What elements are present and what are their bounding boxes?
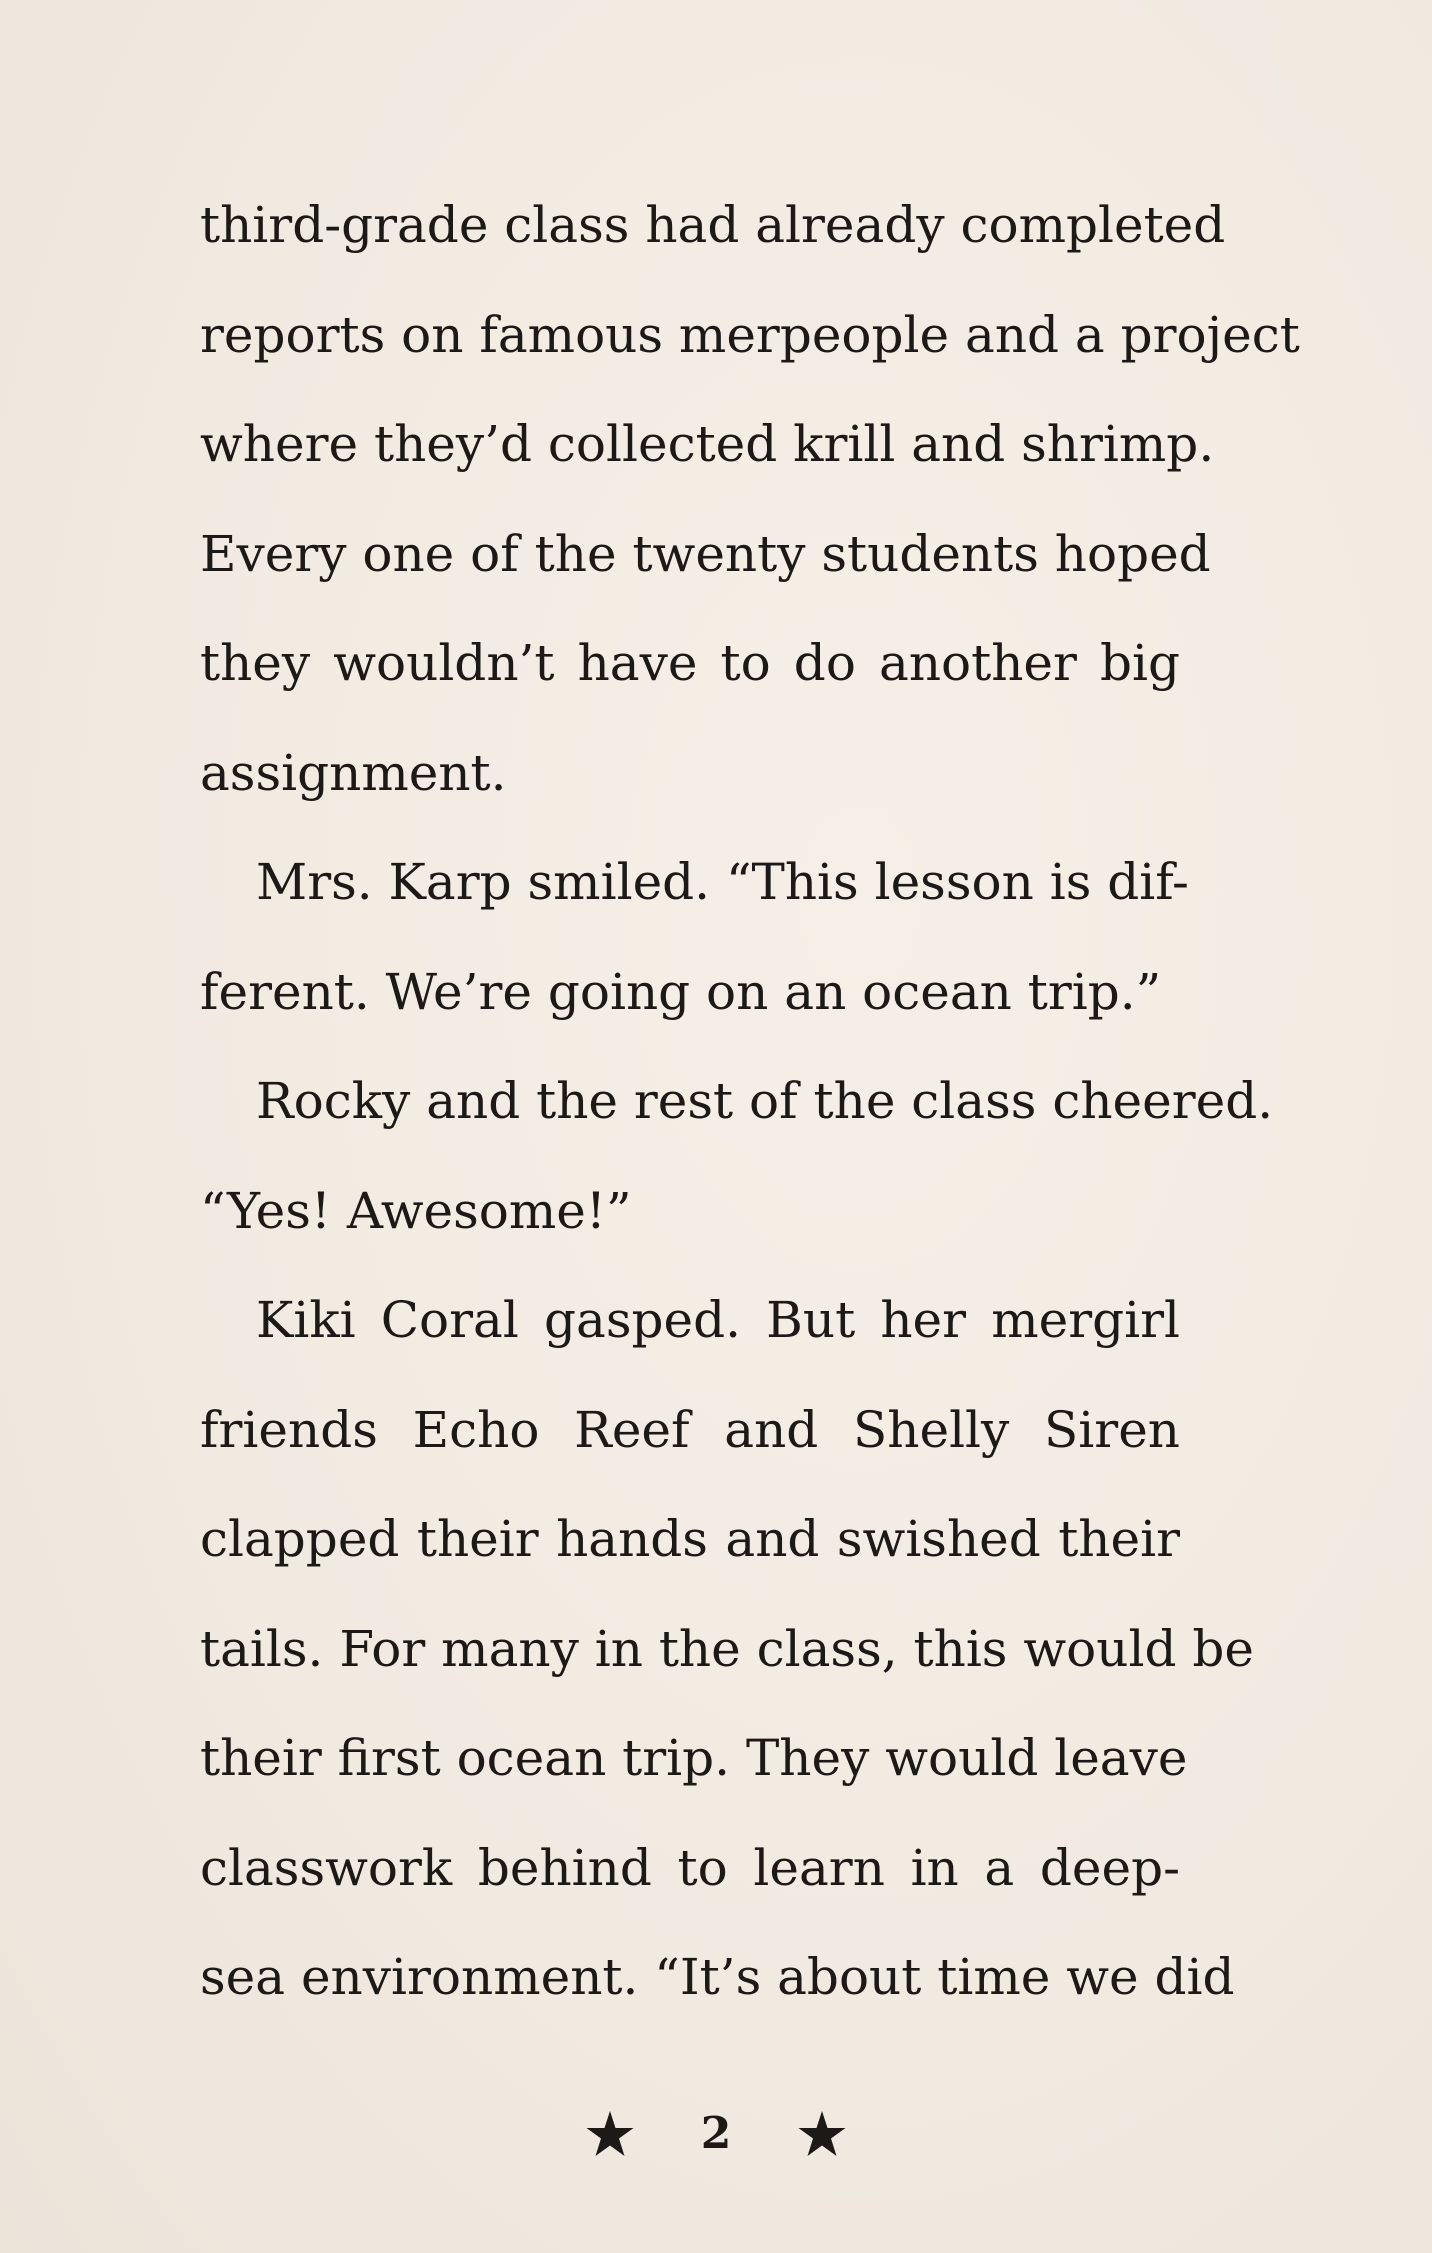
text-line: Every one of the twenty students hoped: [200, 524, 1211, 583]
text-line: Rocky and the rest of the class cheered.: [256, 1072, 1274, 1130]
text-line: their first ocean trip. They would leave: [200, 1729, 1188, 1787]
star-icon: [797, 2109, 847, 2159]
text-line: reports on famous merpeople and a project: [200, 305, 1300, 364]
text-line: they wouldn’t have to do another big: [200, 634, 1180, 692]
text-line: assignment.: [200, 743, 507, 802]
text-line: Kiki Coral gasped. But her mergirl: [256, 1291, 1180, 1349]
text-line: ferent. We’re going on an ocean trip.”: [200, 962, 1162, 1021]
text-line: where they’d collected krill and shrimp.: [200, 415, 1215, 473]
text-line: clapped their hands and swished their: [200, 1510, 1180, 1568]
text-line: sea environment. “It’s about time we did: [200, 1948, 1235, 2006]
text-line: tails. For many in the class, this would be: [200, 1619, 1254, 1678]
body-text: [200, 180, 1300, 2042]
page-number: 2: [700, 2108, 732, 2159]
text-line: classwork behind to learn in a deep-: [200, 1838, 1180, 1897]
star-icon: [585, 2109, 635, 2159]
text-line: Mrs. Karp smiled. “This lesson is dif-: [256, 853, 1189, 911]
text-line: “Yes! Awesome!”: [200, 1181, 632, 1240]
page-footer: [0, 2108, 1432, 2159]
text-line: third-grade class had already completed: [200, 196, 1226, 254]
text-line: friends Echo Reef and Shelly Siren: [200, 1400, 1180, 1459]
